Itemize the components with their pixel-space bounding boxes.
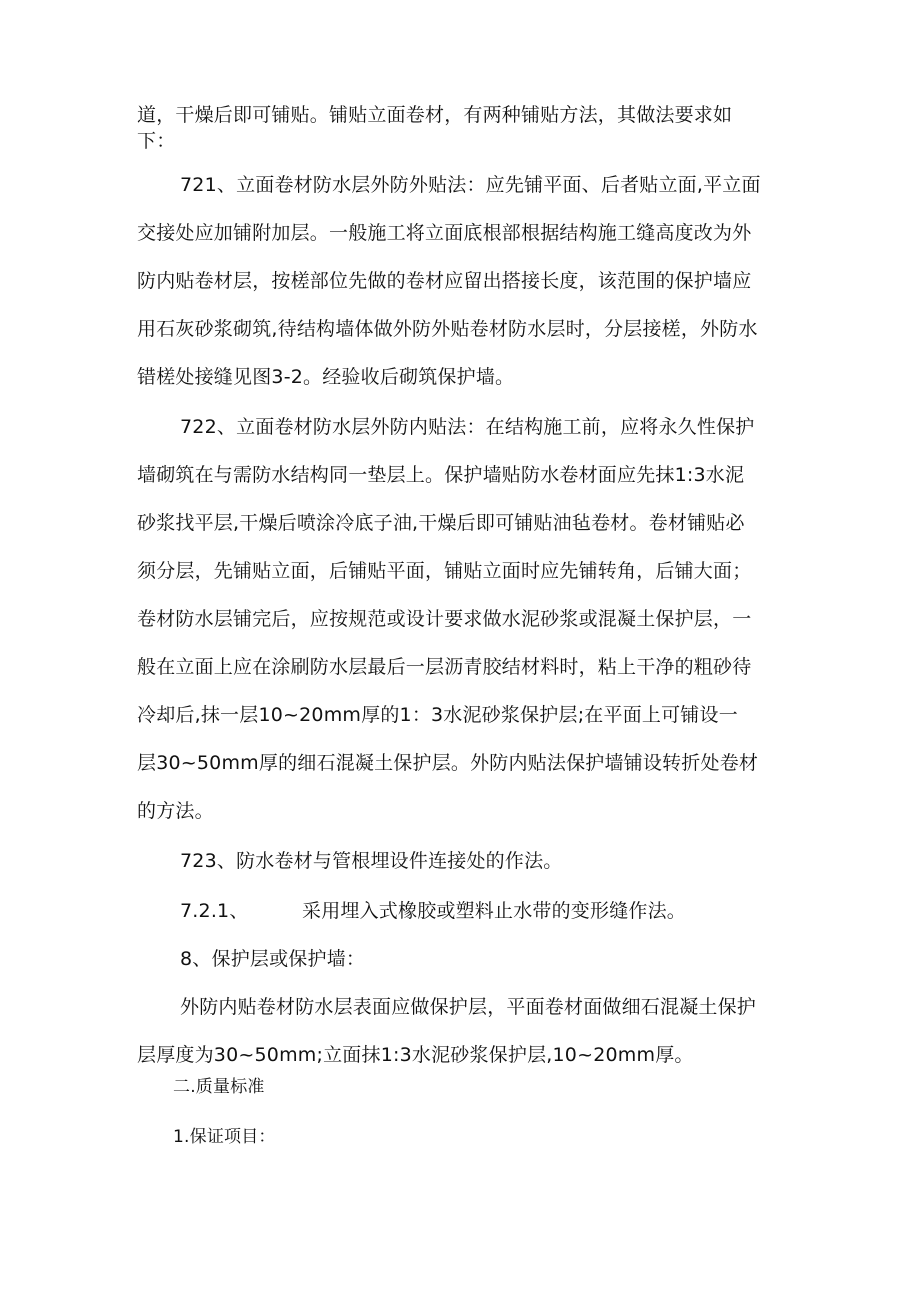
section-8-heading: 8、保护层或保护墙： (180, 948, 366, 970)
section-731-number: 7.2.1、 (180, 900, 249, 922)
paragraph-line: 层30~50mm厚的细石混凝土保护层。外防内贴法保护墙铺设转折处卷材 (137, 752, 759, 774)
paragraph-line: 用石灰砂浆砌筑,待结构墙体做外防外贴卷材防水层时，分层接槎，外防水 (137, 318, 758, 340)
paragraph-line: 外防内贴卷材防水层表面应做保护层，平面卷材面做细石混凝土保护 (180, 996, 757, 1018)
paragraph-line: 墙砌筑在与需防水结构同一垫层上。保护墙贴防水卷材面应先抹1:3水泥 (137, 464, 745, 486)
paragraph-line: 冷却后,抹一层10~20mm厚的1：3水泥砂浆保护层;在平面上可铺设一 (137, 704, 738, 726)
paragraph-line: 下： (137, 130, 176, 152)
section-723-line: 723、防水卷材与管根埋设件连接处的作法。 (180, 850, 563, 872)
paragraph-line: 卷材防水层铺完后，应按规范或设计要求做水泥砂浆或混凝土保护层，一 (137, 608, 752, 630)
section-731-text: 采用埋入式橡胶或塑料止水带的变形缝作法。 (302, 900, 687, 922)
section-two-heading: 二.质量标准 (173, 1077, 265, 1097)
paragraph-line: 的方法。 (137, 800, 214, 822)
paragraph-line: 防内贴卷材层，按槎部位先做的卷材应留出搭接长度，该范围的保护墙应 (137, 270, 752, 292)
section-731-line (180, 899, 686, 923)
section-721-line: 721、立面卷材防水层外防外贴法：应先铺平面、后者贴立面,平立面 (180, 174, 761, 196)
paragraph-line: 般在立面上应在涂刷防水层最后一层沥青胶结材料时，粘上干净的粗砂待 (137, 656, 752, 678)
subsection-1-heading: 1.保证项目： (173, 1127, 276, 1147)
paragraph-line: 砂浆找平层,干燥后喷涂冷底子油,干燥后即可铺贴油毡卷材。卷材铺贴必 (137, 512, 745, 534)
section-722-line: 722、立面卷材防水层外防内贴法：在结构施工前，应将永久性保护 (180, 416, 755, 438)
paragraph-line: 交接处应加铺附加层。一般施工将立面底根部根据结构施工缝高度改为外 (137, 222, 752, 244)
paragraph-line: 道，干燥后即可铺贴。铺贴立面卷材，有两种铺贴方法，其做法要求如 (137, 104, 733, 126)
paragraph-line: 须分层，先铺贴立面，后铺贴平面，铺贴立面时应先铺转角，后铺大面； (137, 560, 752, 582)
paragraph-line: 层厚度为30~50mm;立面抹1:3水泥砂浆保护层,10~20mm厚。 (137, 1044, 694, 1066)
paragraph-line: 错槎处接缝见图3-2。经验收后砌筑保护墙。 (137, 366, 515, 388)
